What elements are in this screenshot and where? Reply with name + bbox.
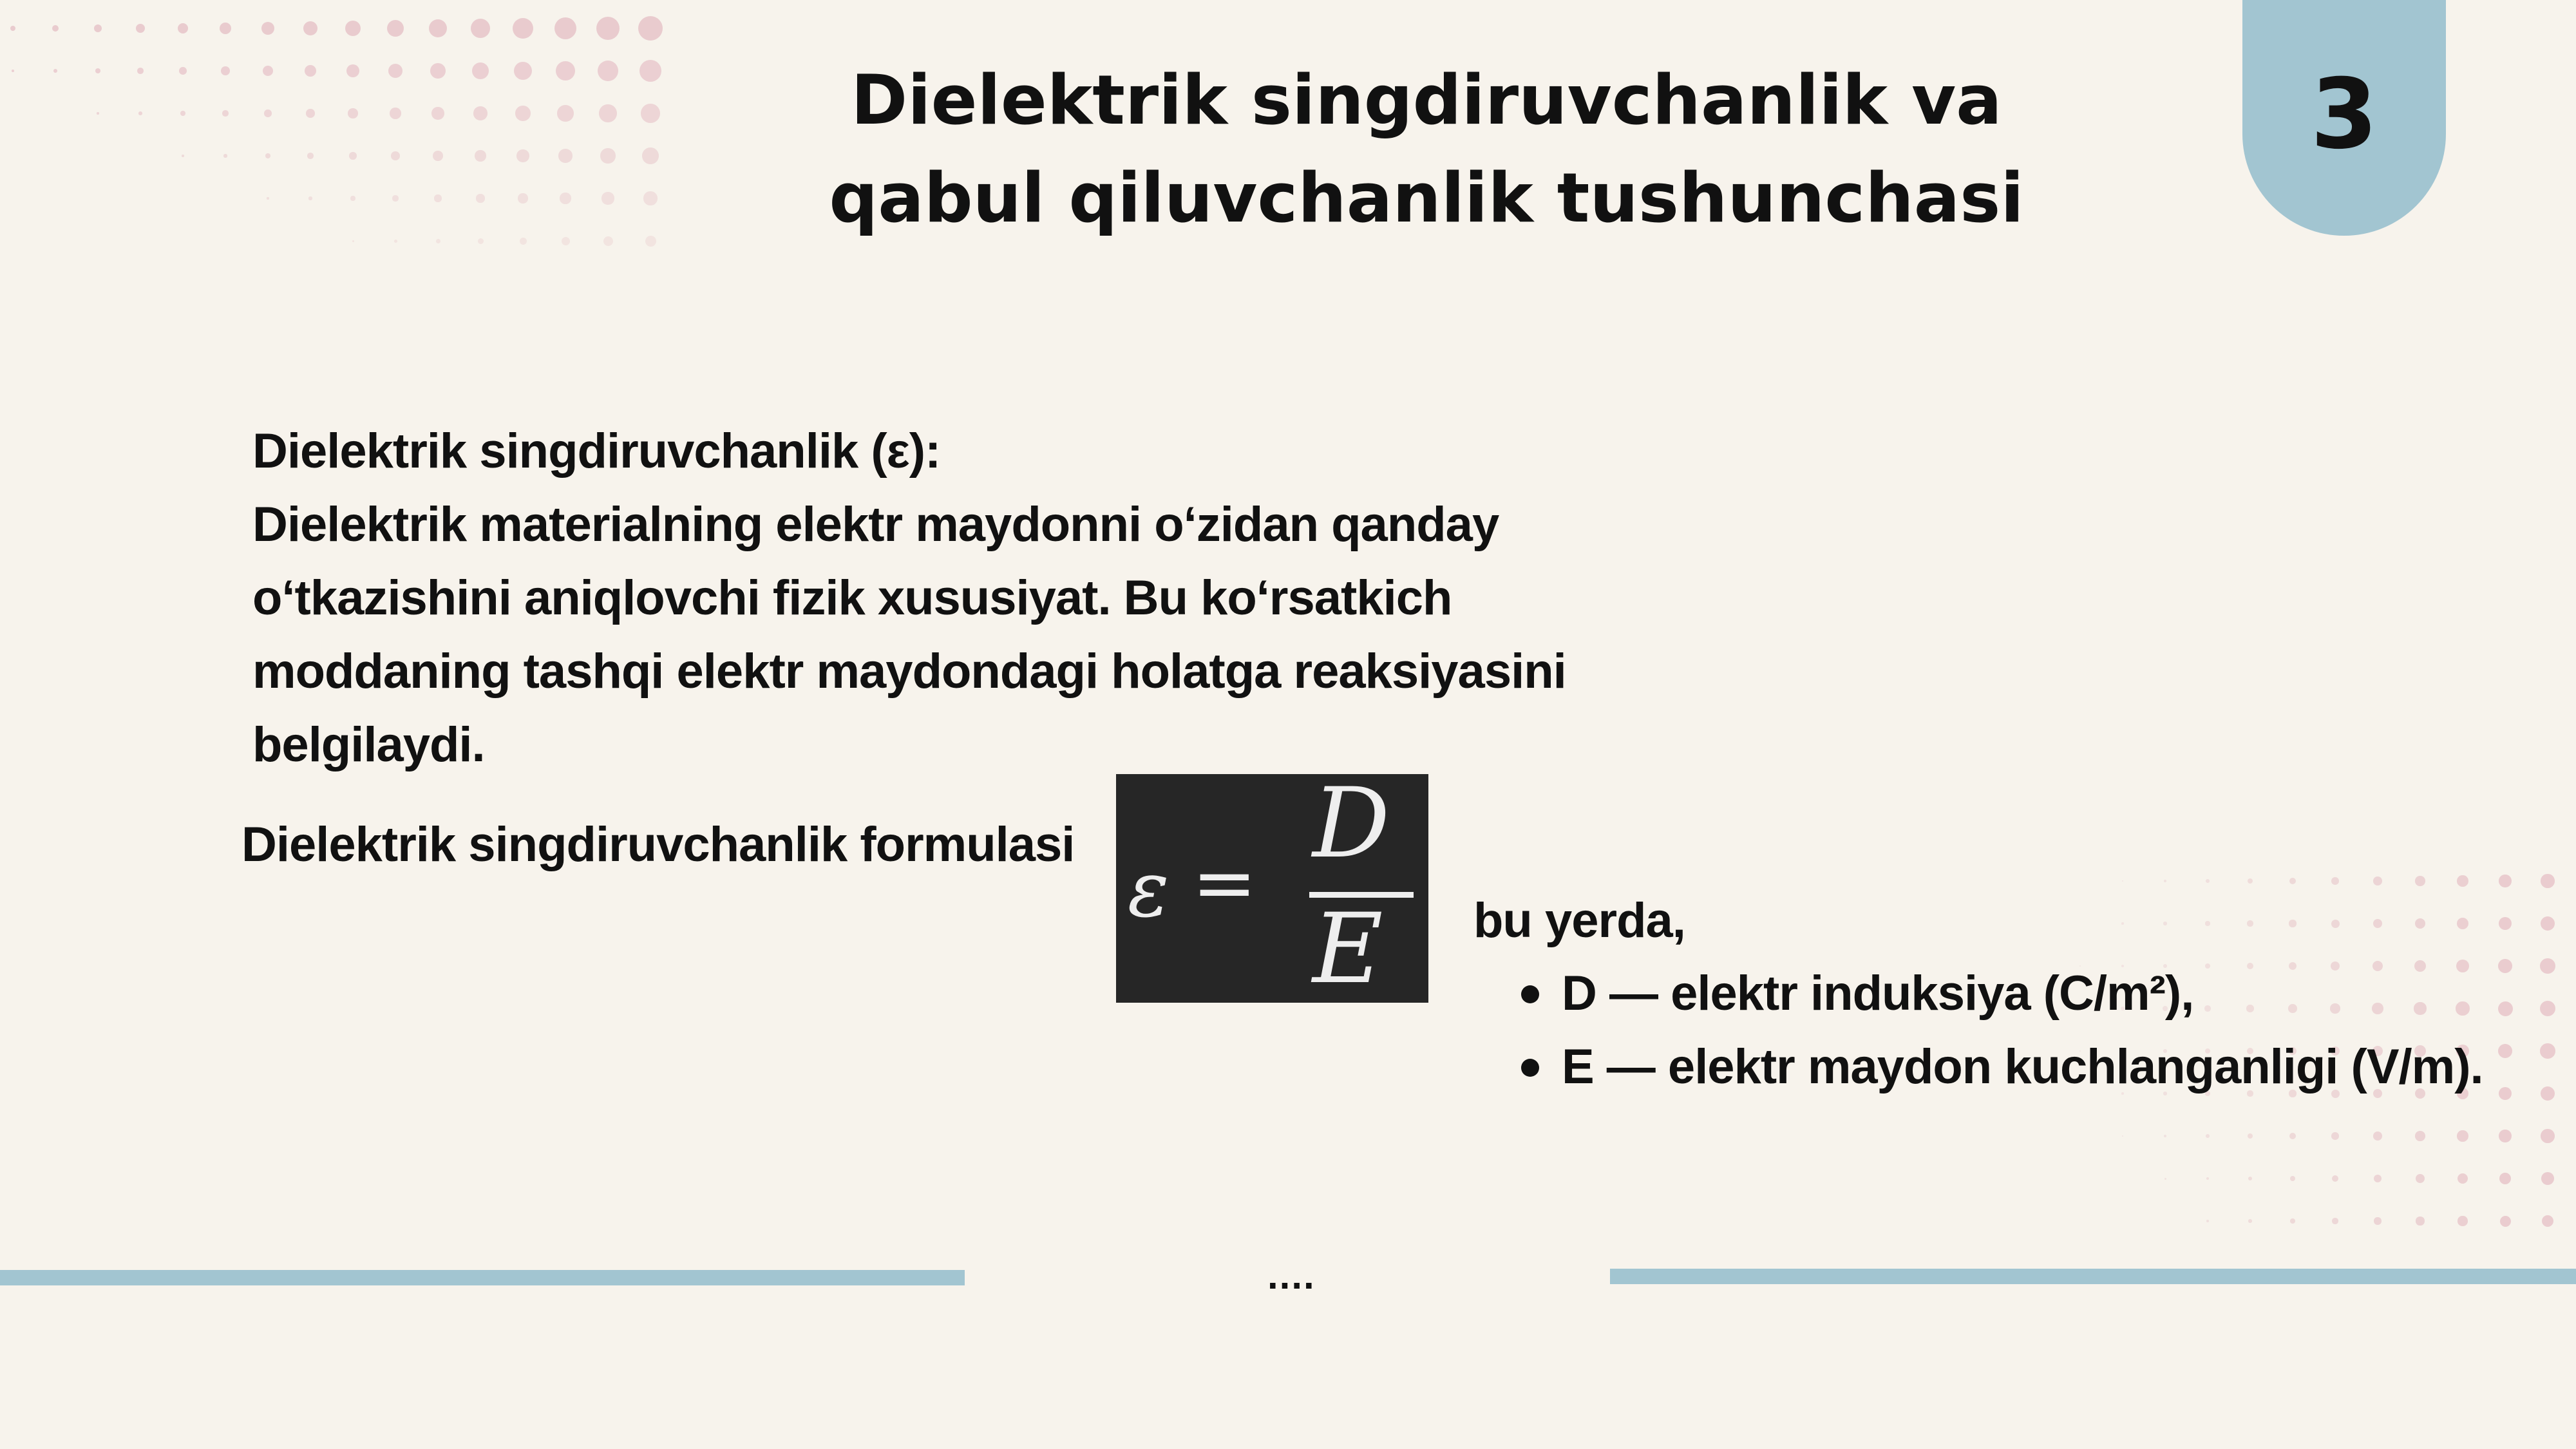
decorative-dot	[264, 109, 272, 117]
decorative-dot	[2206, 1177, 2210, 1180]
definition-line: Dielektrik materialning elektr maydonni oʻzidan qanday	[252, 497, 1499, 552]
decorative-dot	[2332, 1175, 2339, 1182]
decorative-dot	[554, 17, 576, 39]
decorative-dot	[348, 108, 358, 118]
decorative-dot	[222, 110, 229, 117]
decorative-dot	[2374, 1175, 2382, 1183]
decorative-dot	[600, 148, 615, 163]
decorative-dot	[471, 19, 490, 38]
slide-title	[792, 52, 2061, 247]
decorative-dot	[2499, 917, 2512, 931]
decorative-dot	[2541, 874, 2554, 887]
decorative-dot	[429, 19, 447, 37]
decorative-dot	[10, 26, 15, 31]
decorative-dot	[514, 62, 532, 80]
decorative-dot	[2248, 1133, 2253, 1139]
decorative-dot	[2499, 1173, 2511, 1184]
decorative-dot	[2205, 921, 2210, 925]
decorative-dot	[223, 154, 227, 157]
definition-line: moddaning tashqi elektr maydondagi holatga reaksiyasini	[252, 644, 1566, 699]
decorative-dot	[2458, 1216, 2467, 1226]
decorative-dot	[390, 108, 401, 119]
decorative-dot	[265, 153, 270, 158]
decorative-dot	[645, 236, 656, 247]
decorative-dot	[433, 151, 442, 160]
decorative-dot	[2416, 1174, 2425, 1183]
decorative-dot	[596, 17, 620, 40]
decorative-dot	[137, 68, 144, 74]
decorative-dot	[94, 24, 102, 32]
decorative-dot	[388, 64, 402, 78]
formula-epsilon: ε	[1128, 845, 1170, 934]
decorative-dot	[2540, 958, 2555, 974]
decorative-dot	[436, 239, 440, 243]
decorative-dot	[2458, 1173, 2468, 1184]
decorative-dot	[2499, 875, 2511, 887]
decorative-dot	[639, 60, 661, 82]
footer-ellipsis: ....	[1267, 1254, 1316, 1297]
decorative-dot	[520, 238, 527, 245]
decorative-dot	[178, 23, 188, 33]
decorative-dot	[513, 18, 533, 39]
decorative-dot	[180, 111, 185, 116]
decorative-dot	[2331, 1132, 2339, 1140]
decorative-dot	[2541, 1086, 2555, 1101]
decorative-dot	[2206, 879, 2210, 883]
decorative-dot	[394, 240, 397, 243]
decorative-dot	[641, 104, 660, 123]
decorative-dot	[2332, 1218, 2338, 1224]
decorative-dot	[518, 193, 527, 203]
decorative-dot	[2163, 922, 2166, 925]
decorative-dot	[305, 65, 316, 77]
decorative-dot	[2290, 1176, 2296, 1182]
decorative-dot	[2457, 1130, 2468, 1142]
decorative-dot	[179, 67, 187, 75]
slide-number-badge	[2242, 0, 2446, 236]
decorative-dot	[2122, 880, 2123, 882]
decorative-dot	[2500, 1216, 2511, 1227]
decorative-dot	[307, 153, 313, 158]
decorative-dot	[95, 68, 100, 73]
decorative-dot	[2541, 1129, 2554, 1142]
decorative-dot	[387, 20, 404, 37]
decorative-dot	[267, 197, 269, 199]
decorative-dot	[2498, 1044, 2512, 1058]
decorative-dot	[2248, 1177, 2253, 1181]
decorative-dot	[2164, 1135, 2166, 1137]
decorative-dot	[515, 106, 531, 121]
list-item: E — elektr maydon kuchlanganligi (V/m).	[1507, 1030, 2483, 1104]
decorative-dot	[221, 66, 230, 75]
decorative-dot	[2206, 1134, 2210, 1138]
footer-divider-left	[0, 1270, 965, 1285]
decorative-dot	[2415, 918, 2426, 929]
decorative-dot	[2290, 1218, 2295, 1224]
decorative-dot	[12, 70, 14, 72]
decorative-dot	[349, 152, 356, 159]
decorative-dot	[601, 192, 614, 204]
formula-label: Dielektrik singdiruvchanlik formulasi	[242, 817, 1075, 872]
decorative-dot	[598, 61, 618, 81]
definition-block	[252, 415, 1637, 782]
slide-number: 3	[2310, 59, 2378, 171]
decorative-dot	[97, 112, 99, 115]
decorative-dot	[642, 147, 658, 164]
decorative-dot	[136, 24, 145, 33]
slide-title-line-2: qabul qiluvchanlik tushunchasi	[829, 158, 2024, 238]
decorative-dot	[562, 237, 570, 245]
decorative-dot	[2373, 876, 2382, 886]
decorative-dot	[2457, 875, 2468, 887]
decorative-dot	[478, 238, 484, 244]
decorative-dot	[2289, 920, 2296, 927]
decorative-dot	[2374, 1217, 2381, 1224]
decorative-dot	[473, 106, 488, 120]
decorative-dot	[476, 194, 484, 202]
list-item: D — elektr induksiya (C/m²),	[1507, 957, 2483, 1030]
decorative-dot	[560, 193, 571, 204]
decorative-dot	[2122, 1135, 2123, 1137]
decorative-dot	[303, 21, 317, 35]
decorative-dot	[599, 104, 617, 122]
decorative-dot	[556, 61, 575, 80]
decorative-dot	[2541, 916, 2555, 931]
decorative-dot	[2289, 878, 2296, 884]
decorative-dot	[434, 194, 441, 202]
formula-denominator: E	[1312, 893, 1383, 1005]
decorative-dot	[2542, 1215, 2554, 1227]
decorative-dot	[2248, 1219, 2252, 1223]
decorative-dot	[306, 109, 315, 118]
decorative-dot	[2121, 922, 2124, 925]
decorative-dot	[2499, 1087, 2512, 1101]
decorative-dot	[2164, 1178, 2166, 1180]
decorative-dot	[2248, 878, 2253, 884]
definition-heading: Dielektrik singdiruvchanlik (ε):	[252, 424, 941, 478]
decorative-dot	[261, 22, 274, 35]
decorative-dot	[557, 105, 574, 122]
decorative-dot	[53, 69, 57, 73]
decorative-dot	[2416, 1217, 2424, 1225]
decorative-dot	[558, 149, 572, 162]
definition-line: belgilaydi.	[252, 717, 485, 772]
decorative-dot	[638, 16, 663, 41]
decorative-dot	[2331, 877, 2339, 885]
decorative-dot	[52, 25, 59, 32]
decorative-dot	[2498, 1001, 2513, 1016]
decorative-dot	[2247, 920, 2253, 926]
explanation-list	[1507, 957, 2483, 1104]
decorative-dot	[350, 196, 355, 200]
decorative-dot	[2289, 1133, 2296, 1139]
slide-title-line-1: Dielektrik singdiruvchanlik va	[851, 61, 2002, 140]
decorative-dot	[346, 64, 359, 77]
decorative-dot	[2373, 1132, 2382, 1141]
formula-numerator: D	[1312, 768, 1390, 880]
explanation-intro: bu yerda,	[1473, 893, 1685, 948]
decorative-dot	[392, 195, 398, 201]
decorative-dot	[2415, 876, 2425, 886]
decorative-dot	[643, 191, 657, 205]
decorative-dot	[391, 151, 399, 160]
decorative-dot	[2540, 1001, 2556, 1017]
decorative-dot	[2457, 918, 2469, 930]
footer-divider-right	[1610, 1269, 2576, 1284]
decorative-dot	[603, 236, 613, 246]
definition-line: oʻtkazishini aniqlovchi fizik xususiyat. Bu koʻrsatkich	[252, 571, 1452, 625]
decorative-dot	[2498, 959, 2512, 973]
decorative-dot	[2373, 919, 2383, 929]
decorative-dot	[431, 107, 444, 120]
decorative-dot	[472, 62, 489, 79]
decorative-dot	[475, 150, 486, 161]
decorative-dot	[2331, 920, 2340, 928]
decorative-dot	[263, 66, 273, 76]
decorative-dot	[516, 149, 529, 162]
decorative-dot	[138, 111, 142, 115]
decorative-dot	[220, 23, 231, 34]
decorative-dot	[2540, 1043, 2555, 1059]
decorative-dot	[352, 240, 354, 242]
decorative-dot	[345, 21, 361, 36]
decorative-dot	[2415, 1131, 2425, 1141]
decorative-dot	[308, 196, 312, 200]
decorative-dot	[2206, 1220, 2209, 1222]
decorative-dot	[2499, 1130, 2511, 1142]
decorative-dot	[2164, 880, 2166, 882]
decorative-dot	[430, 63, 446, 79]
formula-image	[1116, 768, 1428, 1005]
decorative-dot	[182, 155, 184, 156]
decorative-dot	[2541, 1172, 2554, 1185]
formula-equals: =	[1192, 838, 1257, 928]
